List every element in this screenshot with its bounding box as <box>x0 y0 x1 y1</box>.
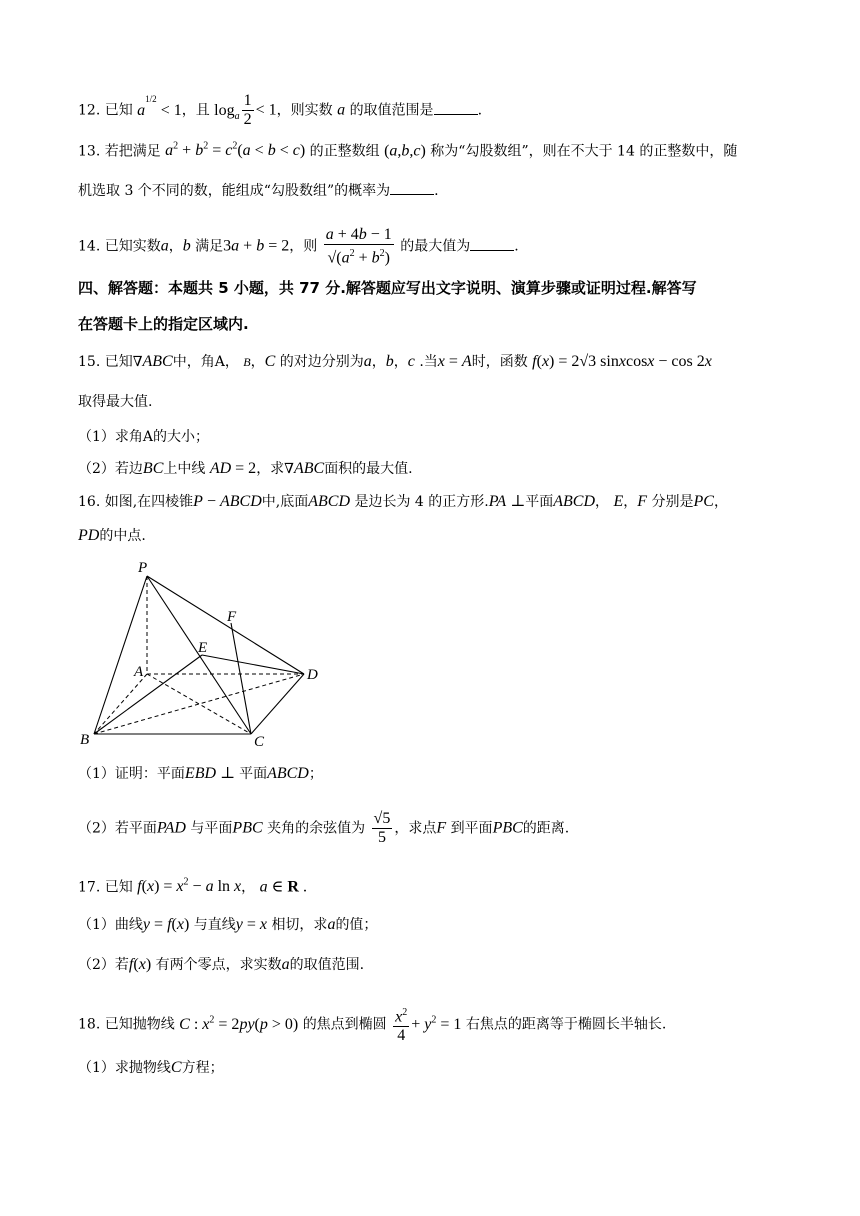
cosine-fraction: $\frac{√5}{5}$ <box>373 810 391 846</box>
q15-number: 15. <box>78 354 101 370</box>
label-E: E <box>198 640 208 656</box>
label-C: C <box>254 734 265 750</box>
q15-line1: 15. 已知∇ABC中，角A， B，C 的对边分别为a，b，c .当x = A时，函数 f(x) = 2√3 sinxcosx − cos 2x <box>78 353 712 370</box>
label-A: A <box>134 664 144 680</box>
q15-function: f(x) = 2√3 sinxcosx − cos 2x <box>532 353 712 370</box>
label-F: F <box>227 609 237 625</box>
pyramid-figure <box>70 558 330 750</box>
section-heading-2: 在答题卡上的指定区域内. <box>78 315 249 333</box>
q14-line: 14. 已知实数a，b 满足3a + b = 2，则 $\frac{a + 4b - 1}{√(a^2 + b^2)}$ 的最大值为 . <box>78 226 519 267</box>
q13-line1: 13. 若把满足 $a^2 + b^2 = c^2(a < b < c)$ 的正整数组 (a,b,c) 称为“勾股数组”，则在不大于 14 的正整数中，随 <box>78 141 738 160</box>
q16-number: 16. <box>78 494 101 510</box>
q13-line2: 机选取 3 个不同的数，能组成“勾股数组”的概率为 . <box>78 180 439 201</box>
edge-BE <box>94 655 202 734</box>
q16-part2: （2）若平面PAD 与平面PBC 夹角的余弦值为 $\frac{√5}{5}$ ，求点F 到平面PBC的距离. <box>78 810 570 846</box>
edge-CD <box>251 674 304 734</box>
q16-part1: （1）证明：平面EBD ⊥ 平面ABCD； <box>78 765 323 782</box>
edge-AC <box>147 674 251 734</box>
q17-number: 17. <box>78 879 101 896</box>
edge-BD <box>94 674 304 734</box>
q18-part1: （1）求抛物线C方程； <box>78 1059 224 1076</box>
q15-part1: （1）求角A的大小； <box>78 429 210 445</box>
edge-AB <box>94 674 147 734</box>
q13-number: 13. <box>78 143 101 160</box>
q16-line2: PD的中点. <box>78 527 146 544</box>
q15-line2: 取得最大值. <box>78 394 153 410</box>
answer-blank <box>434 100 478 115</box>
q14-number: 14. <box>78 238 101 255</box>
answer-blank <box>470 236 514 251</box>
ellipse-fraction: $\frac{x^2}{4}$ <box>393 1004 409 1045</box>
q12-number: 12. <box>78 102 101 119</box>
q15-part2: （2）若边BC上中线 AD = 2，求∇ABC面积的最大值. <box>78 460 413 477</box>
q16-line1: 16. 如图,在四棱锥P − ABCD中,底面ABCD 是边长为 4 的正方形.PA ⊥平面ABCD， E，F 分别是PC， <box>78 493 728 510</box>
label-P: P <box>138 560 148 576</box>
section-heading: 四、解答题：本题共 5 小题，共 77 分.解答题应写出文字说明、演算步骤或证明过程.解答写 <box>78 279 697 297</box>
q12-expr2: $\log_a$ <box>214 101 240 122</box>
q18-line: 18. 已知抛物线 C : $x^2 = 2py(p > 0)$ 的焦点到椭圆 $\frac{x^2}{4}$ + $y^2 = 1$ 右焦点的距离等于椭圆长半轴长. <box>78 1004 666 1045</box>
q17-line: 17. 已知 $f(x) = x^2 - a$ ln x， a ∈ R . <box>78 877 307 896</box>
edge-PB <box>94 576 147 734</box>
q12-expr1: $a^{1/2} < 1$ <box>137 94 182 119</box>
q17-part1: （1）曲线y = f(x) 与直线y = x 相切，求a的值； <box>78 916 378 933</box>
q14-fraction: $\frac{a + 4b - 1}{√(a^2 + b^2)}$ <box>325 226 392 267</box>
label-D: D <box>307 667 318 683</box>
q17-part2: （2）若f(x) 有两个零点，求实数a的取值范围. <box>78 956 365 973</box>
q12-line: 12. 已知 $a^{1/2} < 1$，且 $\log_a$ $\frac{1}{2}$ < 1，则实数 a 的取值范围是 . <box>78 92 483 128</box>
q13-equation: $a^2 + b^2 = c^2(a < b < c)$ <box>165 141 306 160</box>
answer-blank <box>390 180 434 195</box>
label-B: B <box>80 732 90 748</box>
q18-number: 18. <box>78 1016 101 1033</box>
